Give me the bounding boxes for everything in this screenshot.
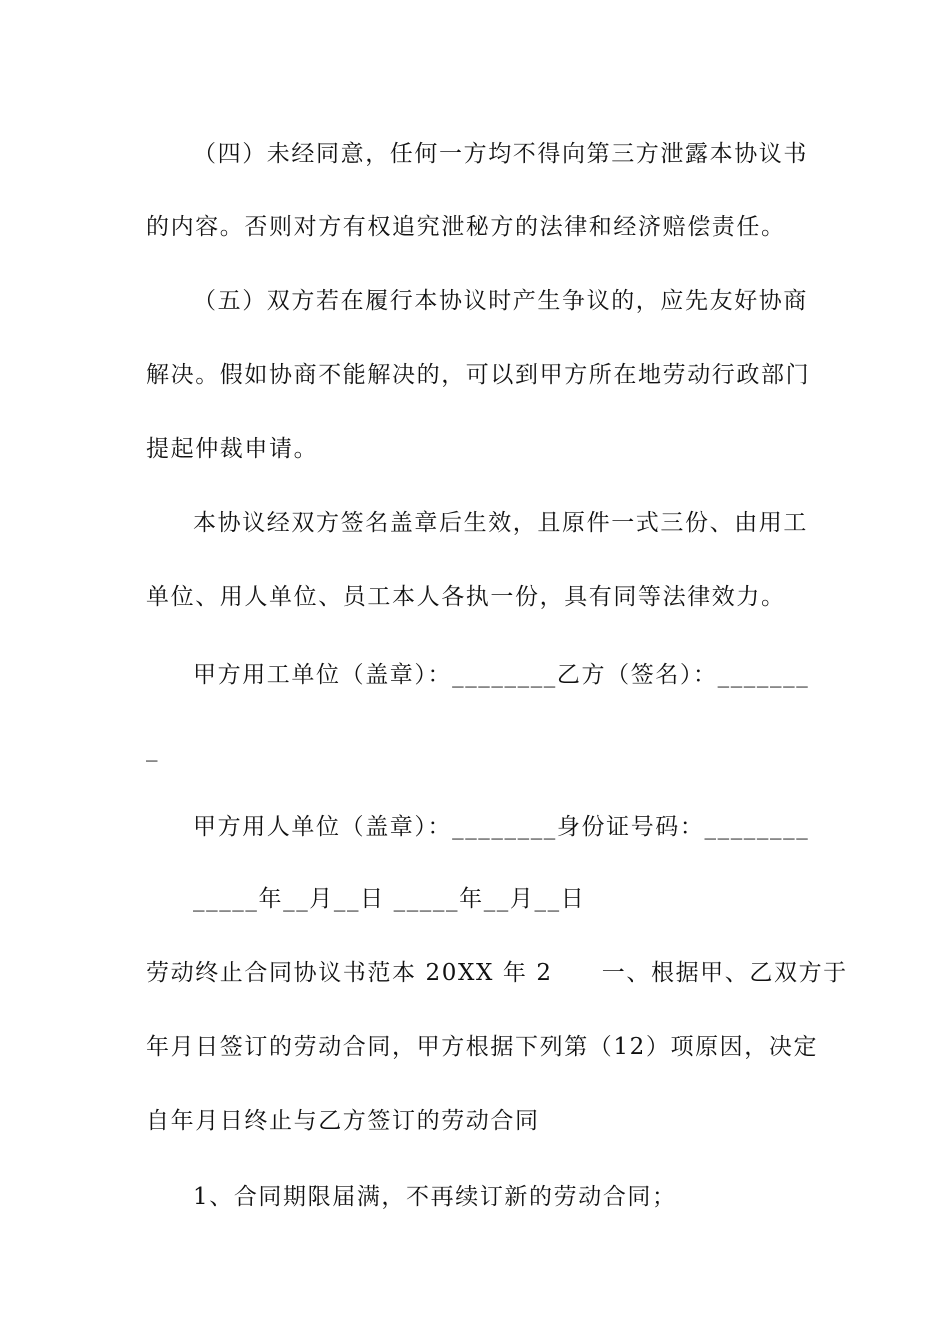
termination-reason-1: 1、合同期限届满，不再续订新的劳动合同； [193, 1184, 677, 1210]
termination-line-2: 自年月日终止与乙方签订的劳动合同 [146, 1108, 540, 1134]
clause-five-line-2: 解决。假如协商不能解决的，可以到甲方所在地劳动行政部门 [146, 362, 811, 388]
effect-line-2: 单位、用人单位、员工本人各执一份，具有同等法律效力。 [146, 584, 786, 610]
signature-line-continuation: _ [146, 736, 160, 762]
signature-line-party-a-employer: 甲方用工单位（盖章）：________乙方（签名）：_______ [193, 662, 810, 688]
template-title-line: 劳动终止合同协议书范本 20XX 年 2 一、根据甲、乙双方于 [146, 960, 848, 986]
clause-five-line-3: 提起仲裁申请。 [146, 436, 319, 462]
date-line: _____年__月__日 _____年__月__日 [193, 886, 586, 912]
signature-line-party-a-user: 甲方用人单位（盖章）：________身份证号码：________ [193, 814, 810, 840]
clause-four-line-2: 的内容。否则对方有权追究泄秘方的法律和经济赔偿责任。 [146, 214, 786, 240]
clause-five-line-1: （五）双方若在履行本协议时产生争议的，应先友好协商 [193, 288, 808, 314]
clause-four-line-1: （四）未经同意，任何一方均不得向第三方泄露本协议书 [193, 141, 808, 167]
termination-line-1: 年月日签订的劳动合同，甲方根据下列第（12）项原因，决定 [146, 1034, 819, 1060]
effect-line-1: 本协议经双方签名盖章后生效，且原件一式三份、由用工 [193, 510, 808, 536]
